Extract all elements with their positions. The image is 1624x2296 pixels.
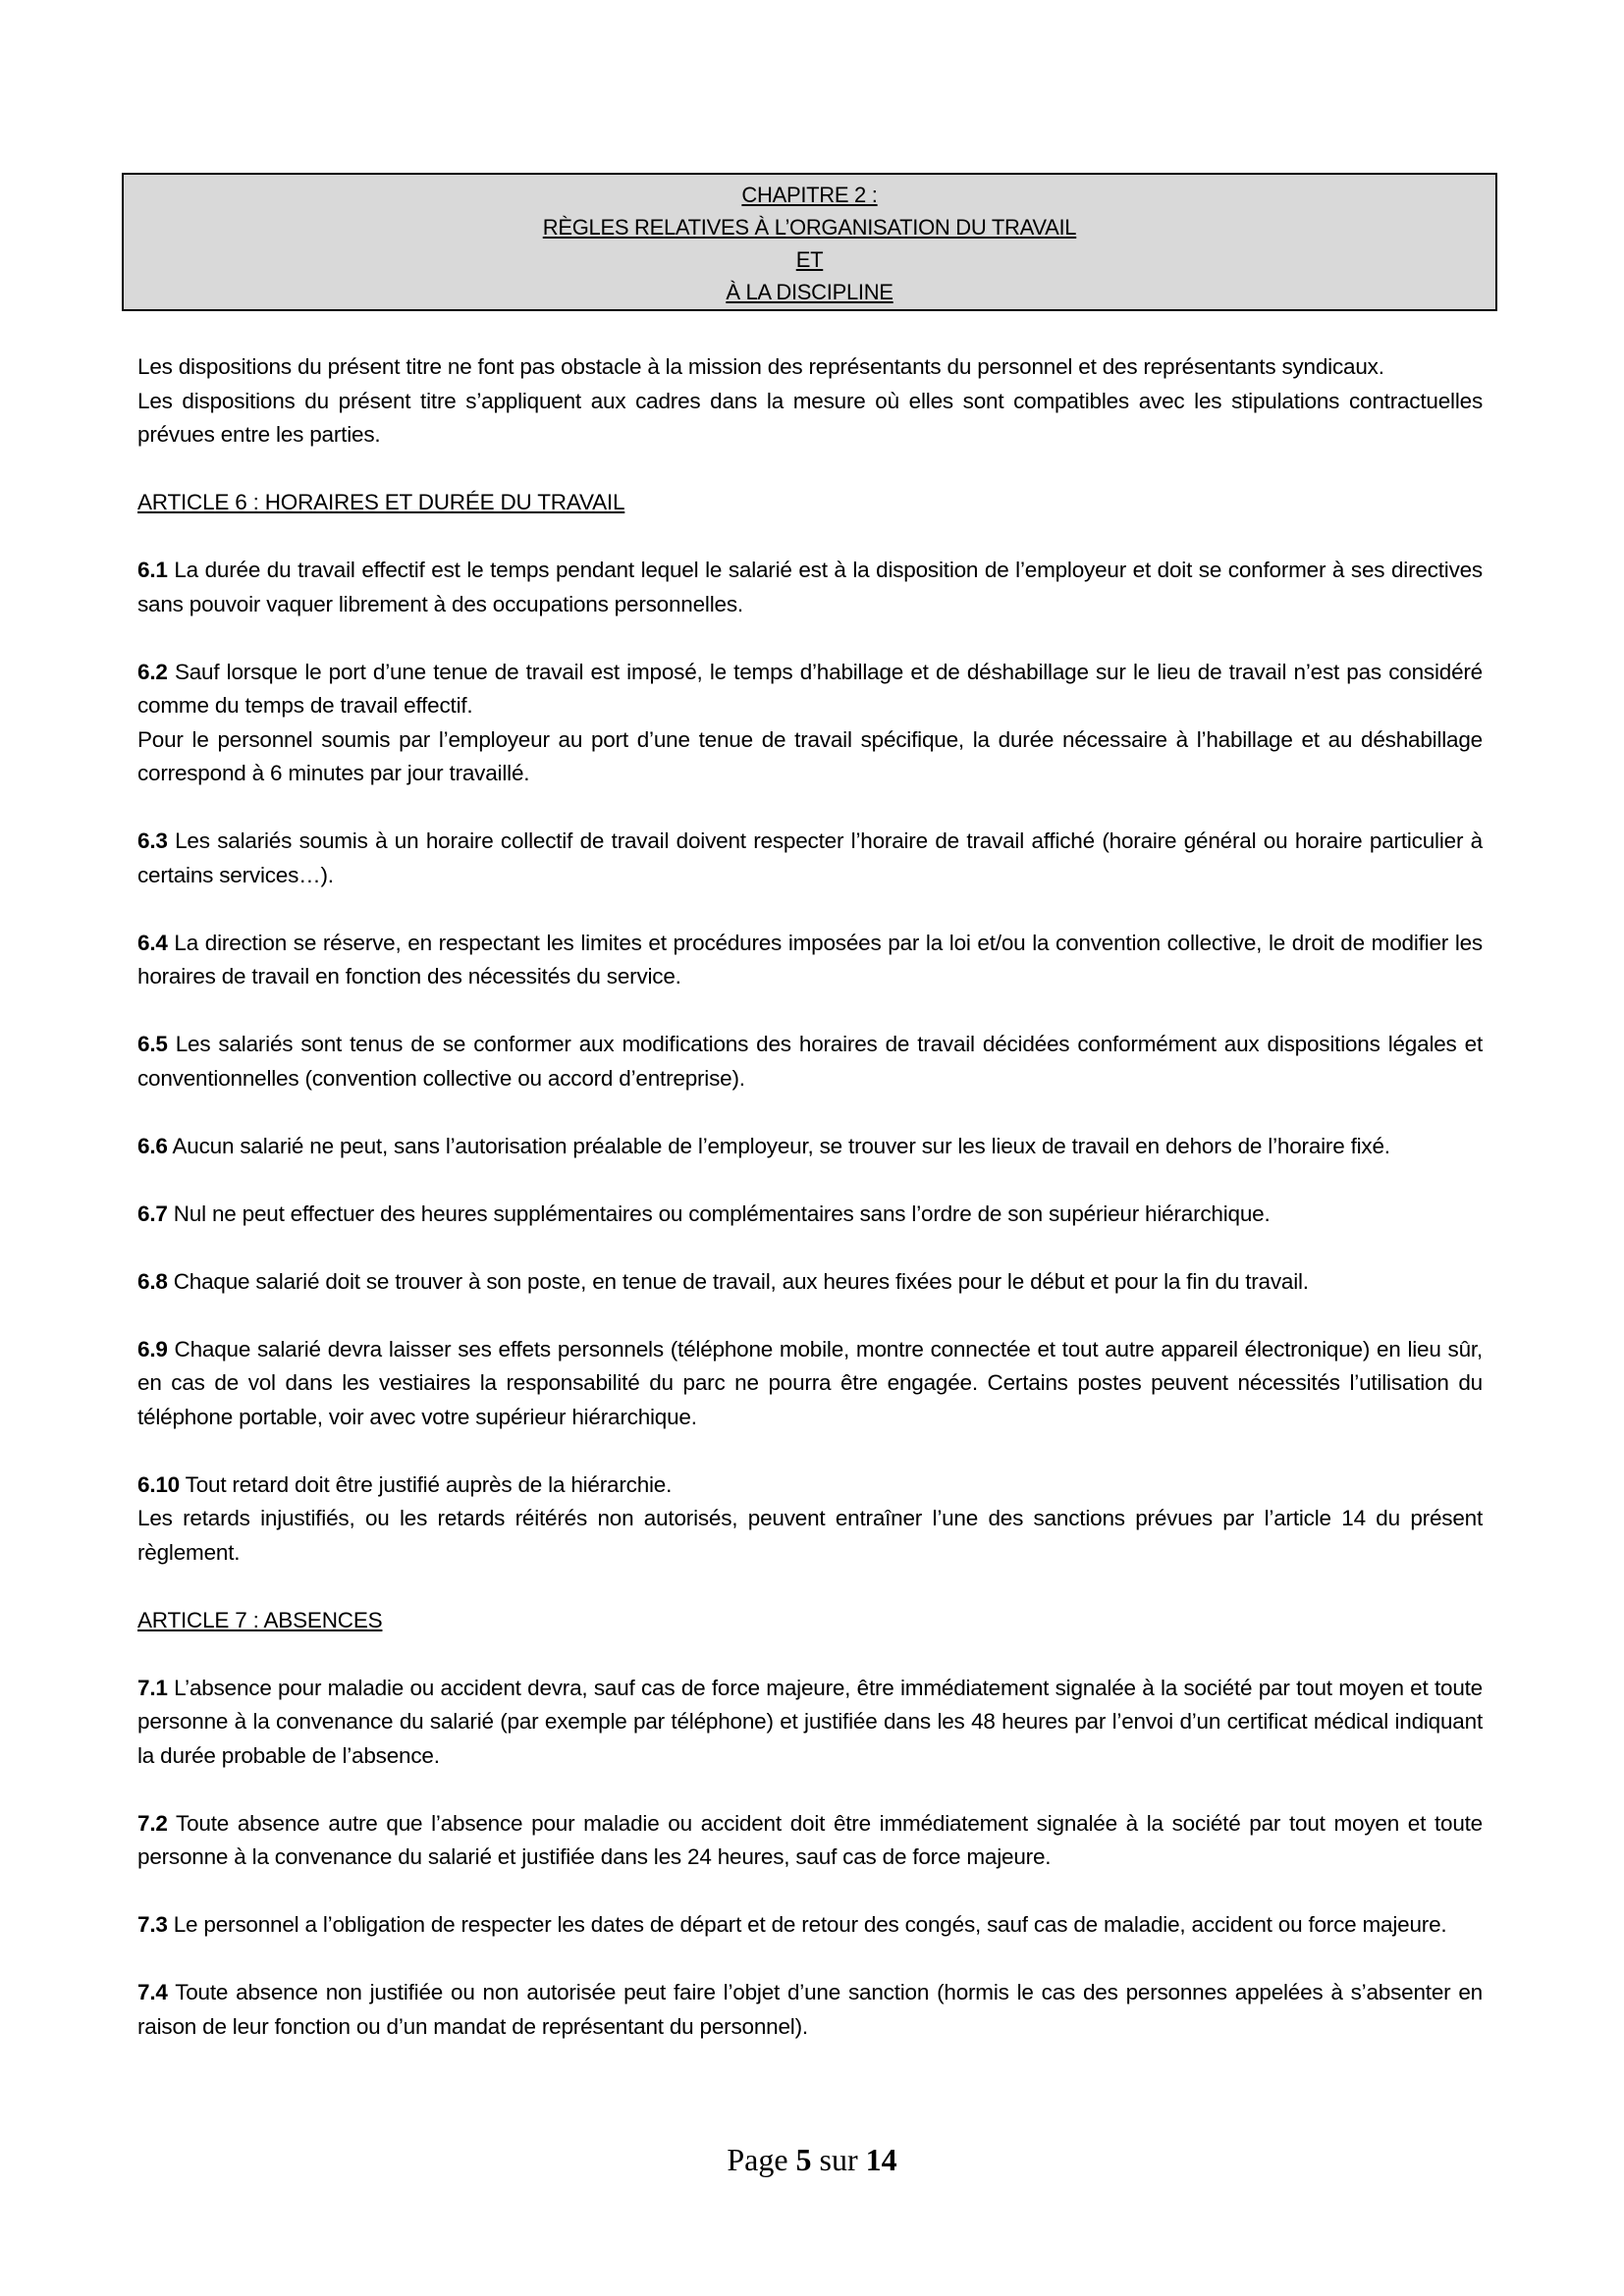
article-7-3 [137, 1908, 1483, 1943]
article-number: 6.2 [137, 659, 168, 684]
article-number: 6.1 [137, 558, 168, 582]
article-number: 6.7 [137, 1201, 168, 1226]
article-text: Sauf lorsque le port d’une tenue de travail est imposé, le temps d’habillage et de déshabillage sur le lieu de travail n’est pas considéré comme du temps de travail effectif. [137, 659, 1483, 718]
page-footer [0, 2142, 1624, 2178]
article-number: 6.5 [137, 1032, 168, 1056]
article-number: 6.8 [137, 1268, 168, 1294]
document-body [137, 350, 1483, 2044]
article-number: 6.3 [137, 828, 168, 853]
article-6-5 [137, 1028, 1483, 1095]
article-6-heading: ARTICLE 6 : HORAIRES ET DURÉE DU TRAVAIL [137, 490, 625, 514]
article-text: Les salariés soumis à un horaire collectif de travail doivent respecter l’horaire de travail affiché (horaire général ou horaire particulier à certains services…). [137, 828, 1483, 887]
article-7-1 [137, 1672, 1483, 1774]
article-text: Chaque salarié doit se trouver à son poste, en tenue de travail, aux heures fixées pour le début et pour la fin du travail. [167, 1268, 1309, 1294]
article-7-heading: ARTICLE 7 : ABSENCES [137, 1607, 383, 1632]
article-number: 7.2 [137, 1810, 168, 1836]
article-text: Les salariés sont tenus de se conformer aux modifications des horaires de travail décidées conformément aux dispositions légales et conventionnelles (convention collective ou accord d’entreprise). [137, 1032, 1483, 1091]
article-6-4 [137, 927, 1483, 994]
article-6-2-extra: Pour le personnel soumis par l’employeur au port d’une tenue de travail spécifique, la durée nécessaire à l’habillage et au déshabillage correspond à 6 minutes par jour travaillé. [137, 726, 1483, 785]
article-text: La direction se réserve, en respectant les limites et procédures imposées par la loi et/ou la convention collective, le droit de modifier les horaires de travail en fonction des nécessités du service. [137, 930, 1483, 988]
chapter-title-line-3: ET [795, 247, 824, 272]
chapter-title-box [122, 173, 1497, 311]
article-6-heading-block [137, 486, 1483, 520]
article-7-2 [137, 1807, 1483, 1875]
article-6-10-extra: Les retards injustifiés, ou les retards réitérés non autorisés, peuvent entraîner l’une des sanctions prévues par l’article 14 du présent règlement. [137, 1506, 1483, 1565]
article-7-4 [137, 1976, 1483, 2044]
intro-paragraph-1: Les dispositions du présent titre ne font pas obstacle à la mission des représentants du personnel et des représentants syndicaux. [137, 354, 1384, 379]
article-7-heading-block [137, 1604, 1483, 1638]
total-pages-number: 14 [865, 2142, 897, 2177]
article-text: Nul ne peut effectuer des heures supplémentaires ou complémentaires sans l’ordre de son supérieur hiérarchique. [167, 1201, 1271, 1226]
article-text: Aucun salarié ne peut, sans l’autorisation préalable de l’employeur, se trouver sur les lieux de travail en dehors de l’horaire fixé. [167, 1133, 1390, 1158]
article-text: Toute absence non justifiée ou non autorisée peut faire l’objet d’une sanction (hormis le cas des personnes appelées à s’absenter en raison de leur fonction ou d’un mandat de représentant du personnel). [137, 1980, 1483, 2039]
article-text: La durée du travail effectif est le temps pendant lequel le salarié est à la disposition de l’employeur et doit se conformer à ses directives sans pouvoir vaquer librement à des occupations personnelles. [137, 558, 1483, 616]
article-number: 7.3 [137, 1912, 168, 1937]
chapter-title-line-4: À LA DISCIPLINE [726, 280, 893, 304]
article-6-7 [137, 1198, 1483, 1232]
article-text: Chaque salarié devra laisser ses effets personnels (téléphone mobile, montre connectée et tout autre appareil électronique) en lieu sûr, en cas de vol dans les vestiaires la responsabilité du parc ne pourra être engagée. Certains postes peuvent nécessités l’utilisation du téléphone portable, voir avec votre supérieur hiérarchique. [137, 1336, 1483, 1429]
article-number: 6.4 [137, 930, 168, 955]
page-label: Page [727, 2142, 788, 2177]
chapter-title-line-2: RÈGLES RELATIVES À L’ORGANISATION DU TRAVAIL [542, 215, 1077, 240]
article-number: 7.1 [137, 1675, 168, 1700]
chapter-title-line-1: CHAPITRE 2 : [741, 183, 878, 207]
article-6-9 [137, 1333, 1483, 1435]
article-6-6 [137, 1130, 1483, 1164]
article-text: Le personnel a l’obligation de respecter les dates de départ et de retour des congés, sauf cas de maladie, accident ou force majeure. [167, 1912, 1447, 1937]
article-6-2 [137, 656, 1483, 723]
intro-paragraph-2: Les dispositions du présent titre s’appliquent aux cadres dans la mesure où elles sont compatibles avec les stipulations contractuelles prévues entre les parties. [137, 388, 1483, 447]
article-6-8 [137, 1265, 1483, 1300]
article-number: 6.9 [137, 1336, 168, 1362]
page-separator: sur [819, 2142, 858, 2177]
article-6-3 [137, 825, 1483, 892]
article-text: L’absence pour maladie ou accident devra, sauf cas de force majeure, être immédiatement signalée à la société par tout moyen et toute personne à la convenance du salarié (par exemple par téléphone) et justifiée dans les 48 heures par l’envoi d’un certificat médical indiquant la durée probable de l’absence. [137, 1675, 1483, 1768]
article-text: Toute absence autre que l’absence pour maladie ou accident doit être immédiatement signalée à la société par tout moyen et toute personne à la convenance du salarié et justifiée dans les 24 heures, sauf cas de force majeure. [137, 1810, 1483, 1869]
article-number: 7.4 [137, 1980, 168, 2004]
article-number: 6.10 [137, 1471, 180, 1497]
article-number: 6.6 [137, 1133, 168, 1158]
article-6-10 [137, 1468, 1483, 1503]
article-text: Tout retard doit être justifié auprès de la hiérarchie. [180, 1471, 673, 1497]
current-page-number: 5 [795, 2142, 812, 2177]
article-6-1 [137, 554, 1483, 621]
